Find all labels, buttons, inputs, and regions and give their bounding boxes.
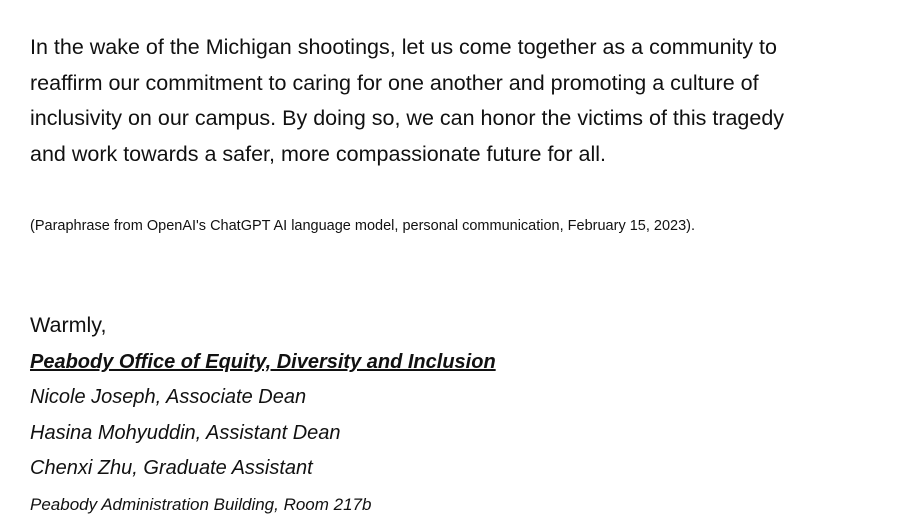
office-location: Peabody Administration Building, Room 217b	[30, 494, 372, 514]
citation-text: (Paraphrase from OpenAI's ChatGPT AI language model, personal communication, February 15, 2023).	[30, 218, 696, 234]
message-line: In the wake of the Michigan shootings, let us come together as a community to	[30, 35, 777, 59]
email-body	[30, 30, 880, 514]
office-name: Peabody Office of Equity, Diversity and Inclusion	[30, 351, 496, 373]
message-line: inclusivity on our campus. By doing so, we can honor the victims of this tragedy	[30, 106, 785, 130]
staff-line-associate-dean: Nicole Joseph, Associate Dean	[30, 386, 307, 408]
message-line: and work towards a safer, more compassionate future for all.	[30, 141, 606, 166]
message-line: reaffirm our commitment to caring for one another and promoting a culture of	[30, 70, 759, 95]
closing-salutation: Warmly,	[30, 313, 107, 337]
staff-line-assistant-dean: Hasina Mohyuddin, Assistant Dean	[30, 421, 341, 444]
staff-line-graduate-assistant: Chenxi Zhu, Graduate Assistant	[30, 457, 313, 479]
signature-block	[30, 310, 496, 522]
message-paragraph	[30, 30, 880, 172]
